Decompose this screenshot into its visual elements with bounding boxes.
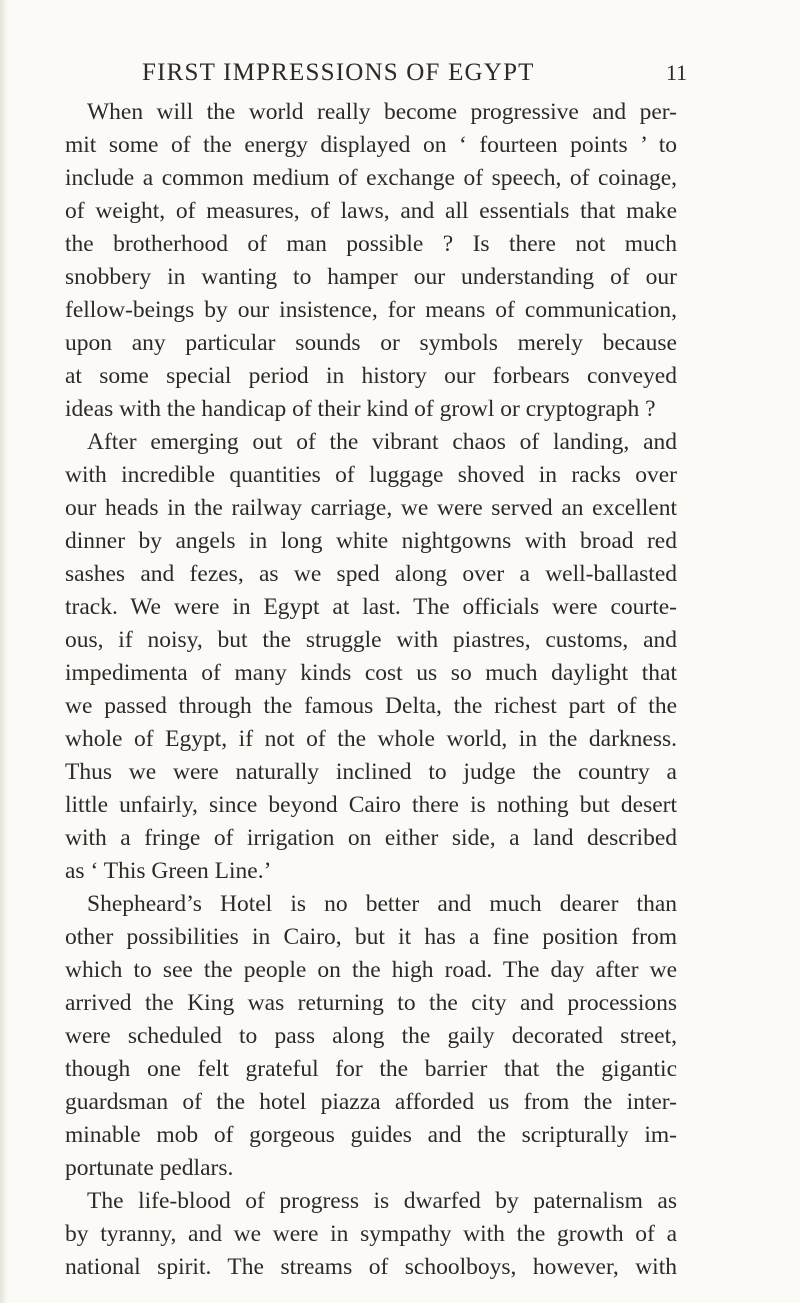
text-line: snobbery in wanting to hamper our understanding of our bbox=[65, 264, 677, 290]
text-line: dinner by angels in long white nightgowns with broad red bbox=[65, 528, 677, 554]
page-number: 11 bbox=[666, 60, 688, 85]
text-line: mit some of the energy displayed on ‘ fourteen points ’ to bbox=[65, 132, 677, 158]
text-line: ous, if noisy, but the struggle with piastres, customs, and bbox=[65, 627, 677, 653]
text-line: guardsman of the hotel piazza afforded us from the inter- bbox=[65, 1089, 677, 1115]
text-line: Thus we were naturally inclined to judge the country a bbox=[65, 759, 677, 785]
text-line: as ‘ This Green Line.’ bbox=[65, 858, 272, 884]
text-line: minable mob of gorgeous guides and the scripturally im- bbox=[65, 1122, 677, 1148]
text-line: fellow-beings by our insistence, for means of communication, bbox=[65, 297, 677, 323]
text-line: whole of Egypt, if not of the whole world, in the darkness. bbox=[65, 726, 677, 752]
text-line: upon any particular sounds or symbols merely because bbox=[65, 330, 677, 356]
text-line: our heads in the railway carriage, we were served an excellent bbox=[65, 495, 677, 521]
text-line: at some special period in history our forbears conveyed bbox=[65, 363, 677, 389]
text-line: After emerging out of the vibrant chaos of landing, and bbox=[87, 429, 677, 455]
text-line: with incredible quantities of luggage shoved in racks over bbox=[65, 462, 677, 488]
text-line: impedimenta of many kinds cost us so much daylight that bbox=[65, 660, 677, 686]
text-line: we passed through the famous Delta, the richest part of the bbox=[65, 693, 677, 719]
text-line: sashes and fezes, as we sped along over a well-ballasted bbox=[65, 561, 677, 587]
text-line: though one felt grateful for the barrier that the gigantic bbox=[65, 1056, 677, 1082]
text-line: ideas with the handicap of their kind of growl or cryptograph ? bbox=[65, 396, 656, 422]
text-line: with a fringe of irrigation on either side, a land described bbox=[65, 825, 677, 851]
text-line: The life-blood of progress is dwarfed by paternalism as bbox=[87, 1188, 677, 1214]
text-line: little unfairly, since beyond Cairo there is nothing but desert bbox=[65, 792, 677, 818]
body-text bbox=[65, 96, 677, 1284]
text-line: were scheduled to pass along the gaily decorated street, bbox=[65, 1023, 677, 1049]
text-line: the brotherhood of man possible ? Is there not much bbox=[65, 231, 677, 257]
text-line: When will the world really become progressive and per- bbox=[87, 99, 677, 125]
text-line: portunate pedlars. bbox=[65, 1155, 234, 1181]
running-head bbox=[0, 58, 800, 88]
page-edge-shadow bbox=[0, 0, 8, 1303]
text-line: of weight, of measures, of laws, and all essentials that make bbox=[65, 198, 677, 224]
text-line: national spirit. The streams of schoolboys, however, with bbox=[65, 1254, 677, 1280]
text-line: other possibilities in Cairo, but it has a fine position from bbox=[65, 924, 677, 950]
text-line: Shepheard’s Hotel is no better and much dearer than bbox=[87, 891, 677, 917]
text-line: which to see the people on the high road. The day after we bbox=[65, 957, 677, 983]
text-line: arrived the King was returning to the city and processions bbox=[65, 990, 677, 1016]
running-title: FIRST IMPRESSIONS OF EGYPT bbox=[142, 59, 535, 86]
text-line: include a common medium of exchange of speech, of coinage, bbox=[65, 165, 677, 191]
text-line: track. We were in Egypt at last. The officials were courte- bbox=[65, 594, 677, 620]
text-line: by tyranny, and we were in sympathy with the growth of a bbox=[65, 1221, 677, 1247]
